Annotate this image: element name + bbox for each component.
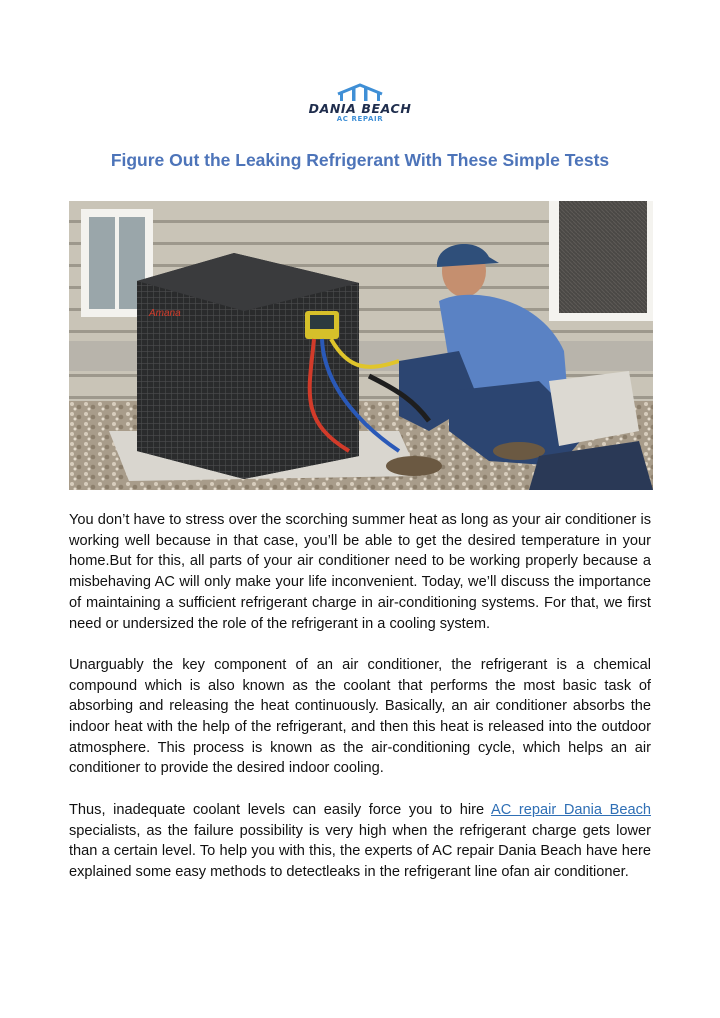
paragraph-3-before: Thus, inadequate coolant levels can easily force you to hire (69, 801, 491, 818)
logo-subtitle: AC REPAIR (336, 115, 384, 123)
paragraph-3-after: specialists, as the failure possibility is very high when the refrigerant charge gets lower than a certain level. To help you with this, the experts of AC repair Dania Beach have here explained some easy methods to detectleaks in the refrigerant line ofan air conditioner. (69, 822, 651, 880)
paragraph-3 (69, 800, 651, 883)
technician-photo (69, 201, 653, 490)
page-title: Figure Out the Leaking Refrigerant With These Simple Tests (110, 150, 610, 170)
house-icon (330, 82, 390, 102)
article-body (69, 510, 651, 903)
logo-name: DANIA BEACH (308, 101, 412, 116)
ac-repair-link[interactable]: AC repair Dania Beach (490, 801, 651, 818)
company-logo (280, 82, 440, 132)
paragraph-2: Unarguably the key component of an air conditioner, the refrigerant is a chemical compound which is also known as the coolant that performs the most basic task of absorbing and releasing the heat continuously. Basically, an air conditioner absorbs the indoor heat with the help of the refrigerant, and then this heat is released into the outdoor atmosphere. This process is known as the air-conditioning cycle, which helps an air conditioner to provide the desired indoor cooling. (69, 656, 651, 777)
unit-brand-label: Amana (149, 308, 181, 319)
paragraph-1: You don’t have to stress over the scorching summer heat as long as your air conditioner is working well because in that case, you’ll be able to get the desired temperature in your home.But for this, all parts of your air conditioner need to be working properly because a misbehaving AC will only make your life inconvenient. Today, we’ll discuss the importance of maintaining a sufficient refrigerant charge in air-conditioning systems. For that, we first need or undersized the role of the refrigerant in a cooling system. (69, 512, 651, 632)
